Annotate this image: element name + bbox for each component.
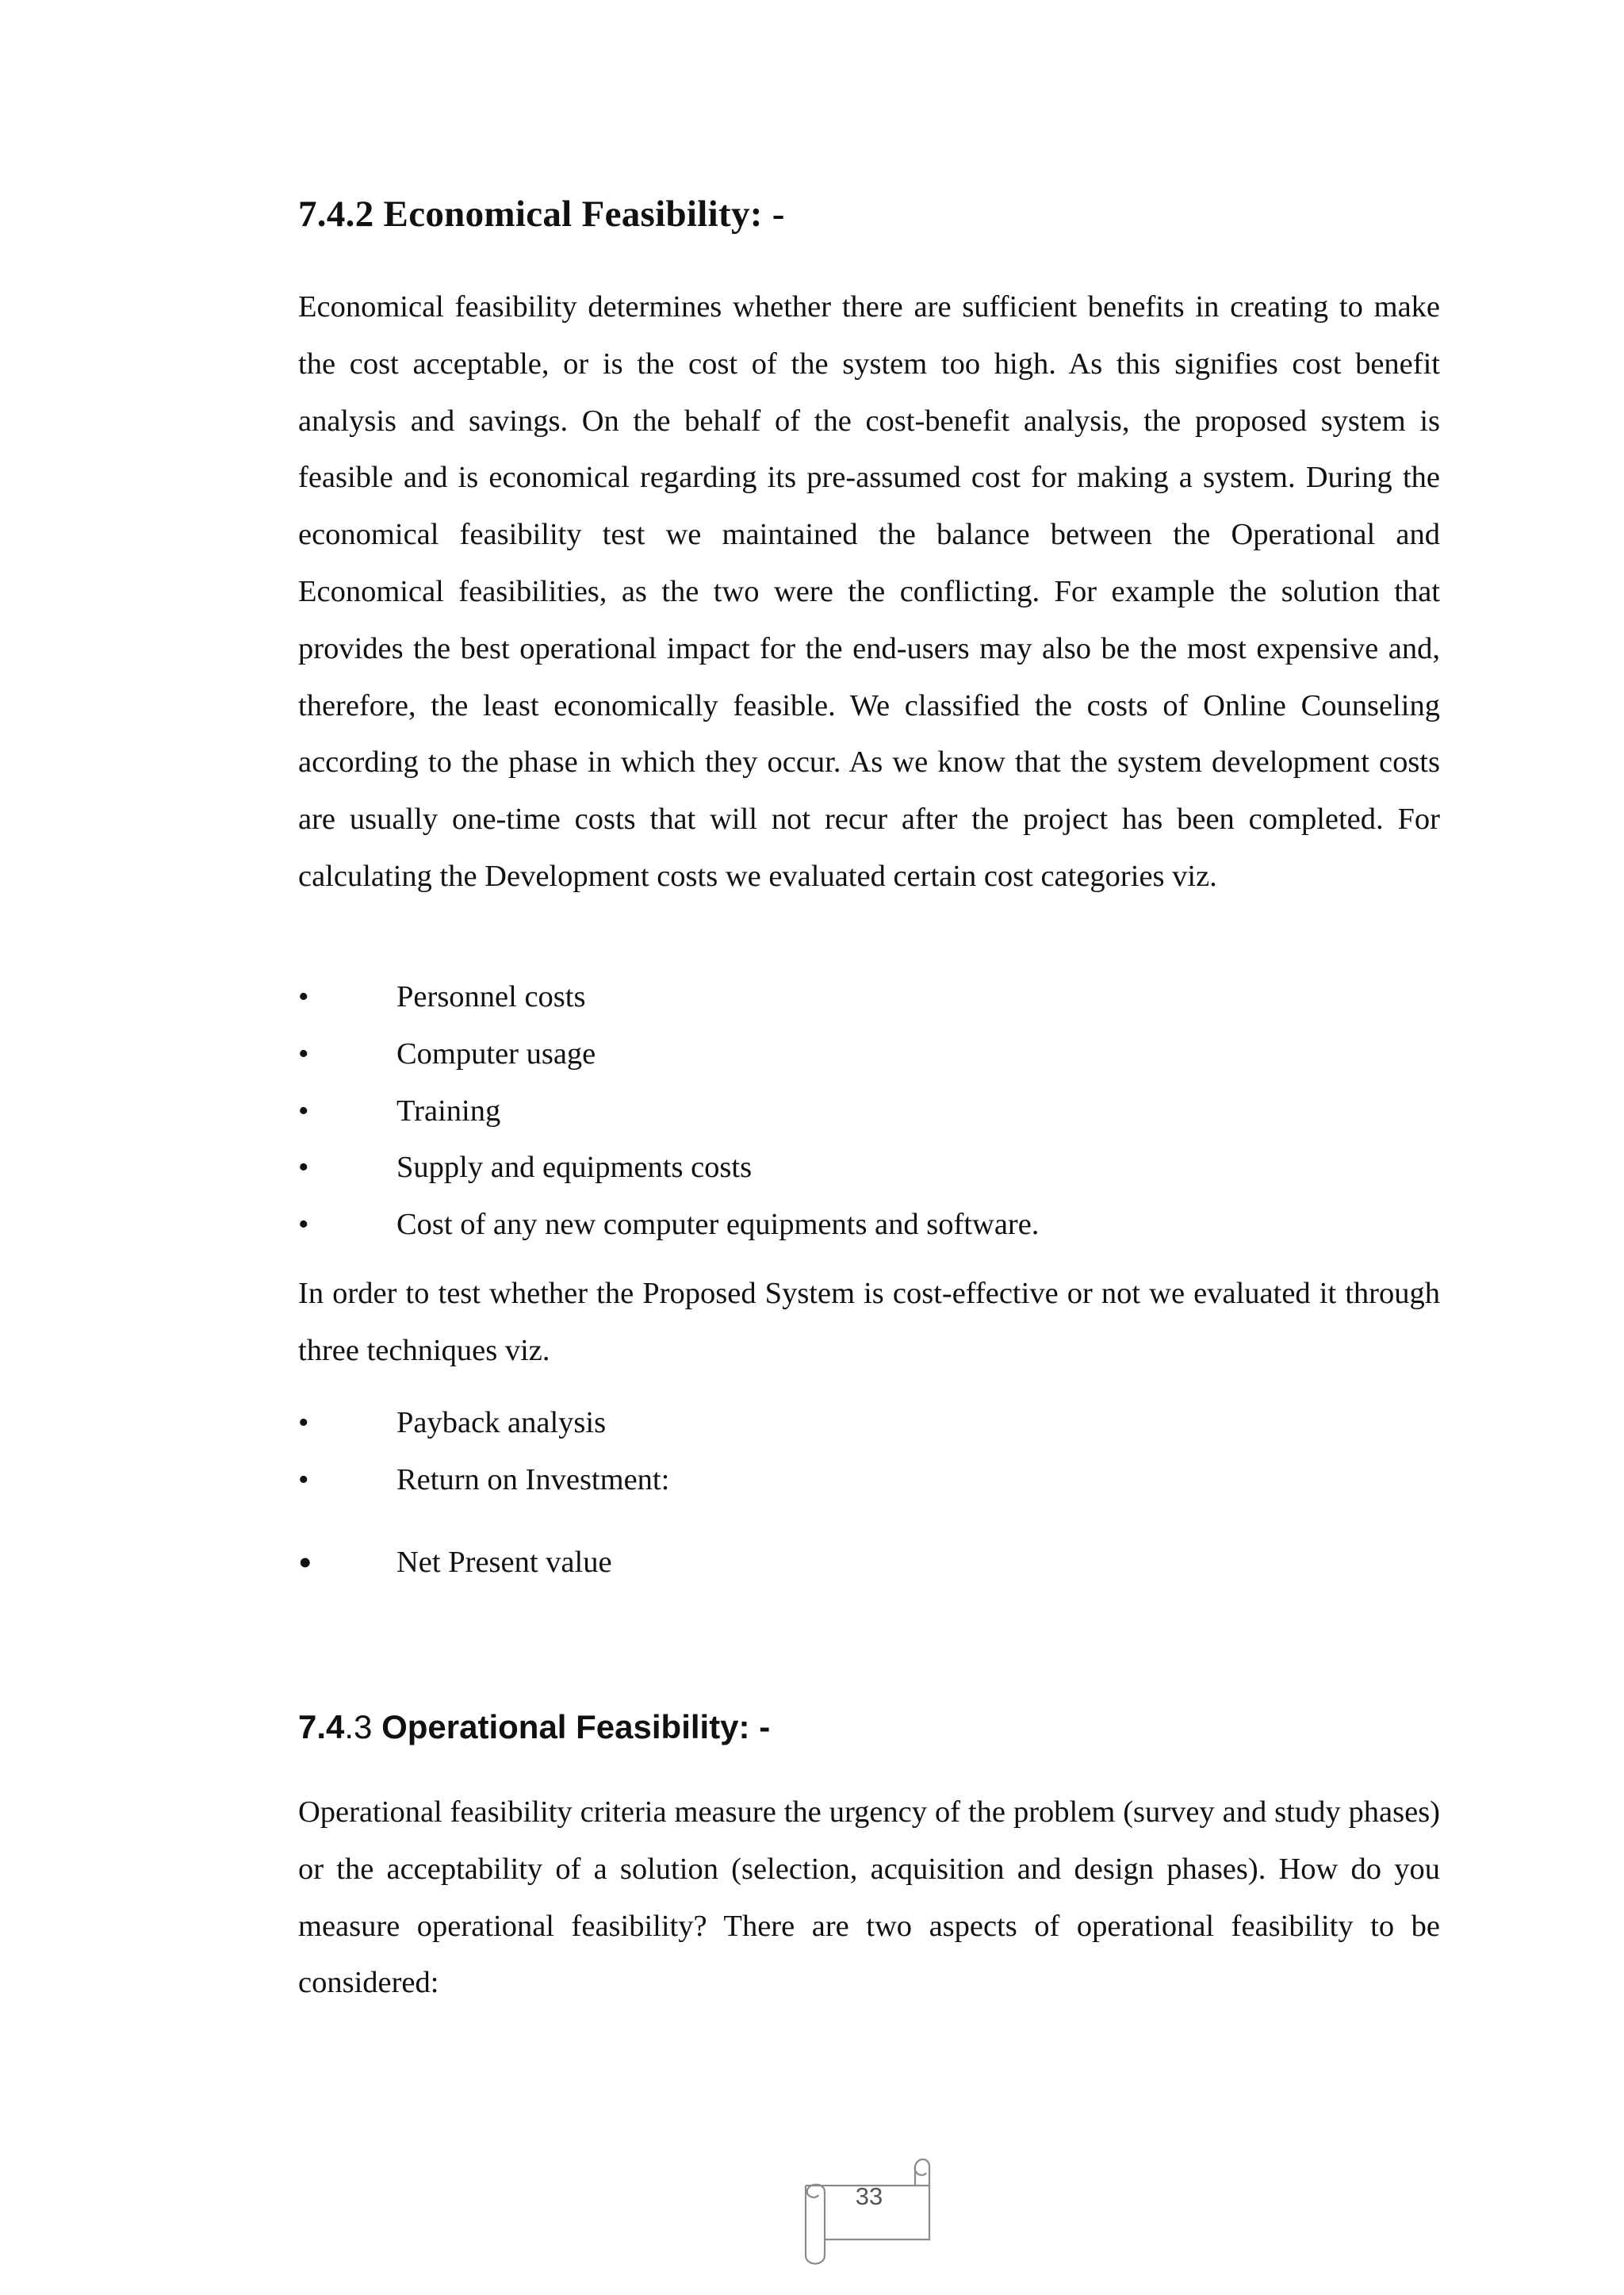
bullet-icon: • xyxy=(298,1036,309,1071)
bullet-icon: • xyxy=(298,1151,309,1185)
bullet-icon: • xyxy=(298,1094,309,1128)
bullet-icon: • xyxy=(298,1208,309,1242)
paragraph-operational-feasibility: Operational feasibility criteria measure the urgency of the problem (survey and study phases) or the acceptability of a solution (selection, acquisition and design phases). How do you measure operational feasibility? There are two aspects of operational feasibility to be considered: xyxy=(298,1795,1440,2000)
list-item-text: Training xyxy=(396,1094,501,1128)
bullet-icon: • xyxy=(298,980,309,1013)
list-item-text: Personnel costs xyxy=(396,980,586,1013)
list-item xyxy=(298,1026,1440,1083)
list-item xyxy=(298,1197,1440,1254)
cost-categories-list xyxy=(298,969,1440,1254)
page-number: 33 xyxy=(855,2182,883,2210)
paragraph-cost-effectiveness: In order to test whether the Proposed System is cost-effective or not we evaluated it through three techniques viz. xyxy=(298,1277,1440,1367)
list-item xyxy=(298,1534,1440,1592)
list-item-text: Payback analysis xyxy=(396,1406,607,1439)
section-heading-operational-feasibility xyxy=(298,1703,770,1751)
list-item-text: Cost of any new computer equipments and software. xyxy=(396,1208,1040,1242)
list-item xyxy=(298,1140,1440,1197)
bullet-icon: • xyxy=(298,1406,309,1439)
bullet-icon: • xyxy=(298,1462,309,1496)
list-item xyxy=(298,1452,1440,1509)
list-item xyxy=(298,969,1440,1026)
list-item-text: Supply and equipments costs xyxy=(396,1151,753,1185)
heading-number-bold: 7.4 xyxy=(298,1708,345,1745)
list-item-text: Computer usage xyxy=(396,1036,596,1071)
paragraph-economical-feasibility: Economical feasibility determines whether there are sufficient benefits in creating to make the cost acceptable, or is the cost of the system too high. As this signifies cost benefit analysis and savings. On the behalf of the cost-benefit analysis, the proposed system is feasible and is economical regarding its pre-assumed cost for making a system. During the economical feasibility test we maintained the balance between the Operational and Economical feasibilities, as the two were the conflicting. For example the solution that provides the best operational impact for the end-users may also be the most expensive and, therefore, the least economically feasible. We classified the costs of Online Counseling according to the phase in which they occur. As we know that the system development costs are usually one-time costs that will not recur after the project has been completed. For calculating the Development costs we evaluated certain cost categories viz. xyxy=(298,290,1440,893)
heading-title: Operational Feasibility: - xyxy=(372,1708,771,1745)
techniques-list xyxy=(298,1395,1440,1591)
section-heading-economical-feasibility: 7.4.2 Economical Feasibility: - xyxy=(298,193,785,235)
list-item xyxy=(298,1395,1440,1452)
list-item-text: Return on Investment: xyxy=(396,1462,670,1496)
heading-number-light: .3 xyxy=(344,1708,373,1745)
list-item-text: Net Present value xyxy=(396,1545,612,1579)
bullet-icon: • xyxy=(298,1539,312,1584)
list-item xyxy=(298,1083,1440,1140)
